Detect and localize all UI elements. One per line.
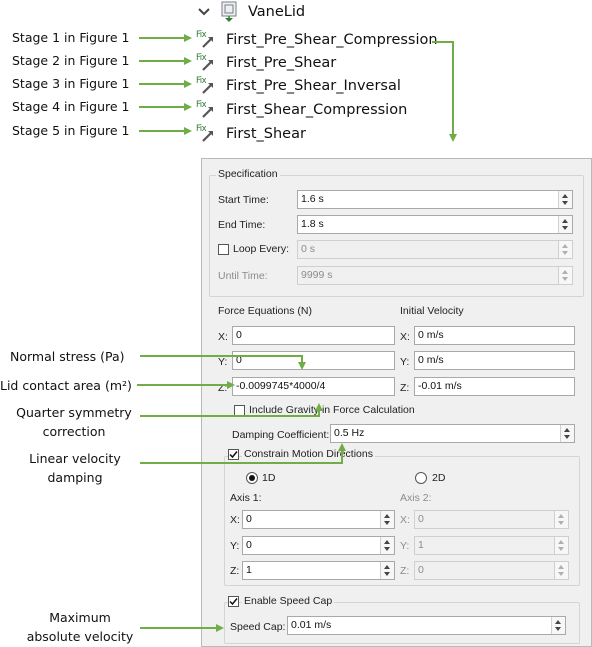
tree-item-label: First_Pre_Shear_Compression <box>226 32 438 48</box>
axis2-z-label: Z: <box>400 565 410 577</box>
velocity-x-input[interactable]: 0 m/s <box>414 326 575 345</box>
axis1-y-input[interactable]: 0 <box>242 536 395 555</box>
speed-cap-input[interactable]: 0.01 m/s <box>287 616 566 635</box>
speed-cap-label: Speed Cap: <box>230 621 286 633</box>
force-y-label: Y: <box>218 356 228 368</box>
include-gravity-label: Include Gravity in Force Calculation <box>249 404 415 416</box>
end-time-input[interactable]: 1.8 s <box>297 215 573 234</box>
tree-root-label[interactable]: VaneLid <box>248 4 306 20</box>
damping-coefficient-input[interactable]: 0.5 Hz <box>330 424 575 443</box>
radio-1d-label: 1D <box>262 472 276 484</box>
stage-5-annotation: Stage 5 in Figure 1 <box>12 123 130 138</box>
tree-item-label: First_Pre_Shear <box>226 55 337 71</box>
stage-1-annotation: Stage 1 in Figure 1 <box>12 30 130 45</box>
maximum-velocity-annotation: Maximum absolute velocity <box>26 610 134 644</box>
initial-velocity-title: Initial Velocity <box>400 305 464 317</box>
enable-speed-cap-label: Enable Speed Cap <box>244 595 333 607</box>
constrain-motion-label: Constrain Motion Directions <box>244 448 373 460</box>
axis1-y-label: Y: <box>230 540 240 552</box>
specification-title: Specification <box>218 168 278 180</box>
loop-every-label: Loop Every: <box>233 243 290 255</box>
axis2-y-label: Y: <box>400 540 410 552</box>
fix-motion-icon: Fix <box>196 103 216 120</box>
velocity-y-input[interactable]: 0 m/s <box>414 351 575 370</box>
velocity-z-input[interactable]: -0.01 m/s <box>414 377 575 396</box>
stage-4-annotation: Stage 4 in Figure 1 <box>12 99 130 114</box>
start-time-input[interactable]: 1.6 s <box>297 190 573 209</box>
damping-coefficient-label: Damping Coefficient: <box>232 429 330 441</box>
contact-area-annotation: Lid contact area (m²) <box>0 378 132 393</box>
axis2-y-input[interactable]: 1 <box>414 536 569 555</box>
tree-item-label: First_Pre_Shear_Inversal <box>226 78 401 94</box>
axis-2-title: Axis 2: <box>400 492 432 504</box>
tree-item-label: First_Shear <box>226 126 306 142</box>
linear-velocity-damping-annotation: Linear velocity damping <box>29 451 121 485</box>
force-z-label: Z: <box>218 382 228 394</box>
force-x-input[interactable]: 0 <box>232 326 395 345</box>
velocity-z-label: Z: <box>400 382 410 394</box>
until-time-label: Until Time: <box>218 270 268 282</box>
stage-3-annotation: Stage 3 in Figure 1 <box>12 76 130 91</box>
force-equations-title: Force Equations (N) <box>218 305 312 317</box>
fix-motion-icon: Fix <box>196 127 216 144</box>
tree-item-label: First_Shear_Compression <box>226 102 408 118</box>
force-x-label: X: <box>218 331 228 343</box>
fix-motion-icon: Fix <box>196 79 216 96</box>
axis2-x-input[interactable]: 0 <box>414 510 569 529</box>
until-time-input[interactable]: 9999 s <box>297 266 573 285</box>
axis1-z-input[interactable]: 1 <box>242 561 395 580</box>
axis1-z-label: Z: <box>230 565 240 577</box>
normal-stress-annotation: Normal stress (Pa) <box>10 349 125 364</box>
velocity-y-label: Y: <box>400 356 410 368</box>
fix-motion-icon: Fix <box>196 56 216 73</box>
velocity-x-label: X: <box>400 331 410 343</box>
radio-2d-label: 2D <box>432 472 446 484</box>
axis2-x-label: X: <box>400 514 410 526</box>
stage-2-annotation: Stage 2 in Figure 1 <box>12 53 130 68</box>
fix-motion-icon: Fix <box>196 33 216 50</box>
quarter-symmetry-annotation: Quarter symmetry correction <box>16 405 132 439</box>
axis1-x-input[interactable]: 0 <box>242 510 395 529</box>
axis2-z-input[interactable]: 0 <box>414 561 569 580</box>
start-time-label: Start Time: <box>218 194 269 206</box>
loop-every-input[interactable]: 0 s <box>297 240 573 259</box>
force-y-input[interactable]: 0 <box>232 351 395 370</box>
axis1-x-label: X: <box>230 514 240 526</box>
axis-1-title: Axis 1: <box>230 492 262 504</box>
end-time-label: End Time: <box>218 219 266 231</box>
force-z-input[interactable]: -0.0099745*4000/4 <box>232 377 395 396</box>
